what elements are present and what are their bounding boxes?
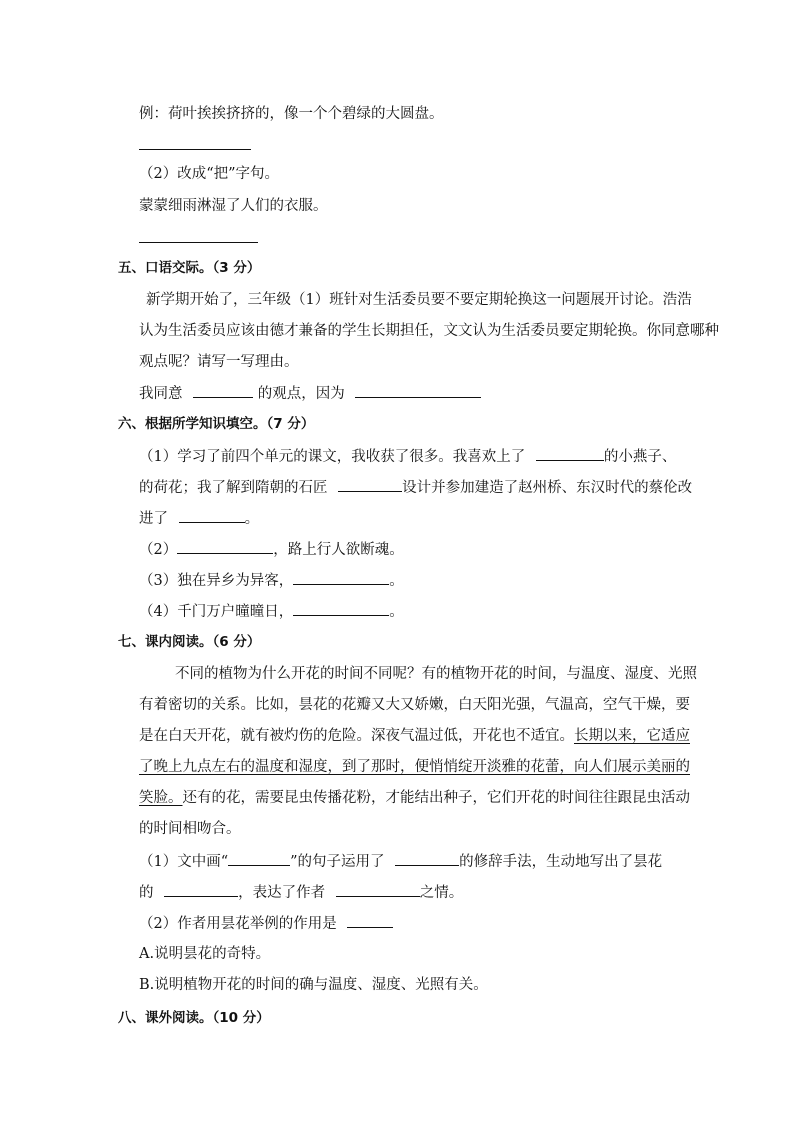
q6-s1-a: （1）学习了前四个单元的课文，我收获了很多。我喜欢上了 bbox=[139, 449, 526, 465]
q5-blank-view[interactable] bbox=[193, 383, 253, 398]
q7-blank-3[interactable] bbox=[164, 882, 238, 897]
q6-s1-line-2 bbox=[139, 477, 692, 498]
q5-para-line-3: 观点呢？请写一写理由。 bbox=[139, 354, 299, 370]
q6-s2-a: （2） bbox=[139, 542, 178, 558]
q5-para-line-2: 认为生活委员应该由德才兼备的学生长期担任，文文认为生活委员要定期轮换。你同意哪种 bbox=[139, 323, 719, 339]
q5-blank-reason[interactable] bbox=[355, 383, 481, 398]
q6-s4-line bbox=[139, 601, 404, 622]
q5-answer-b: 的观点，因为 bbox=[257, 386, 345, 402]
q4-sub2-prompt: （2）改成“把”字句。 bbox=[139, 166, 280, 182]
section-7-heading: 七、课内阅读。（6 分） bbox=[118, 634, 261, 650]
q6-s1-f: 。 bbox=[244, 511, 260, 527]
q7-q1-a: （1）文中画“ bbox=[139, 854, 229, 870]
q7-para-line-3 bbox=[139, 726, 690, 746]
q7-para-line-1: 不同的植物为什么开花的时间不同呢？有的植物开花的时间，与温度、湿度、光照 bbox=[175, 666, 697, 682]
q6-s2-line bbox=[139, 539, 404, 560]
q7-blank-4[interactable] bbox=[336, 882, 420, 897]
q5-para-line-1: 新学期开始了，三年级（1）班针对生活委员要不要定期轮换这一问题展开讨论。浩浩 bbox=[146, 292, 692, 308]
q7-q1-line-1 bbox=[139, 851, 662, 872]
q6-s1-line-1 bbox=[139, 446, 676, 467]
section-5-heading: 五、口语交际。（3 分） bbox=[118, 260, 261, 276]
q4-sub2-sentence: 蒙蒙细雨淋湿了人们的衣服。 bbox=[139, 198, 328, 214]
q6-s2-b: ，路上行人欲断魂。 bbox=[273, 542, 404, 558]
q7-q1-f: 之情。 bbox=[419, 885, 464, 901]
q7-q2-line bbox=[139, 913, 393, 934]
section-8-heading: 八、课外阅读。（10 分） bbox=[118, 1010, 270, 1026]
q7-q1-line-2 bbox=[139, 882, 463, 903]
q5-answer-a: 我同意 bbox=[139, 386, 183, 402]
q7-option-a: A.说明昙花的奇特。 bbox=[139, 946, 271, 962]
q6-blank-1[interactable] bbox=[536, 446, 604, 461]
q7-q1-e: ，表达了作者 bbox=[238, 885, 326, 901]
q7-q1-d: 的 bbox=[139, 885, 154, 901]
q7-q2: （2）作者用昙花举例的作用是 bbox=[139, 916, 337, 932]
q6-s3-a: （3）独在异乡为异客， bbox=[139, 573, 294, 589]
q7-para-line-5 bbox=[139, 788, 690, 808]
q6-s3-line bbox=[139, 570, 404, 591]
q6-s1-d: 设计并参加建造了赵州桥、东汉时代的蔡伦改 bbox=[402, 480, 693, 496]
q7-option-b: B.说明植物开花的时间的确与温度、湿度、光照有关。 bbox=[139, 977, 488, 993]
q6-s4-a: （4）千门万户曈曈日， bbox=[139, 604, 294, 620]
q7-para-3a: 是在白天开花，就有被灼伤的危险。深夜气温过低，开花也不适宜。 bbox=[139, 728, 574, 744]
answer-line-2[interactable] bbox=[139, 242, 258, 243]
underlined-sentence-part-3: 笑脸。 bbox=[139, 790, 183, 806]
q6-blank-4[interactable] bbox=[177, 539, 273, 554]
q6-blank-6[interactable] bbox=[293, 601, 389, 616]
q6-s1-c: 的荷花；我了解到隋朝的石匠 bbox=[139, 480, 328, 496]
example-sentence: 例：荷叶挨挨挤挤的，像一个个碧绿的大圆盘。 bbox=[139, 106, 444, 122]
q7-para-5b: 还有的花，需要昆虫传播花粉，才能结出种子，它们开花的时间往往跟昆虫活动 bbox=[182, 790, 690, 806]
underlined-sentence-part-2: 了晚上九点左右的温度和湿度，到了那时，便悄悄绽开淡雅的花蕾，向人们展示美丽的 bbox=[139, 759, 690, 775]
q7-blank-1[interactable] bbox=[228, 851, 290, 866]
q6-blank-2[interactable] bbox=[338, 477, 402, 492]
q6-blank-5[interactable] bbox=[293, 570, 389, 585]
section-6-heading: 六、根据所学知识填空。（7 分） bbox=[118, 416, 315, 432]
q6-s1-b: 的小燕子、 bbox=[603, 449, 677, 465]
q7-q1-c: 的修辞手法，生动地写出了昙花 bbox=[459, 854, 663, 870]
q7-q1-b: ”的句子运用了 bbox=[290, 854, 385, 870]
q7-blank-2[interactable] bbox=[395, 851, 459, 866]
q6-s3-b: 。 bbox=[389, 573, 404, 589]
q6-s1-line-3 bbox=[139, 508, 259, 529]
q7-para-line-6: 的时间相吻合。 bbox=[139, 821, 241, 837]
q7-blank-5[interactable] bbox=[347, 913, 393, 928]
q7-para-line-2: 有着密切的关系。比如，昙花的花瓣又大又娇嫩，白天阳光强，气温高，空气干燥，要 bbox=[139, 697, 690, 713]
q5-answer-line bbox=[139, 383, 481, 404]
q6-s1-e: 进了 bbox=[139, 511, 168, 527]
q6-blank-3[interactable] bbox=[179, 508, 245, 523]
q6-s4-b: 。 bbox=[389, 604, 404, 620]
answer-line-1[interactable] bbox=[139, 149, 251, 150]
underlined-sentence-part-1: 长期以来，它适应 bbox=[574, 728, 690, 744]
